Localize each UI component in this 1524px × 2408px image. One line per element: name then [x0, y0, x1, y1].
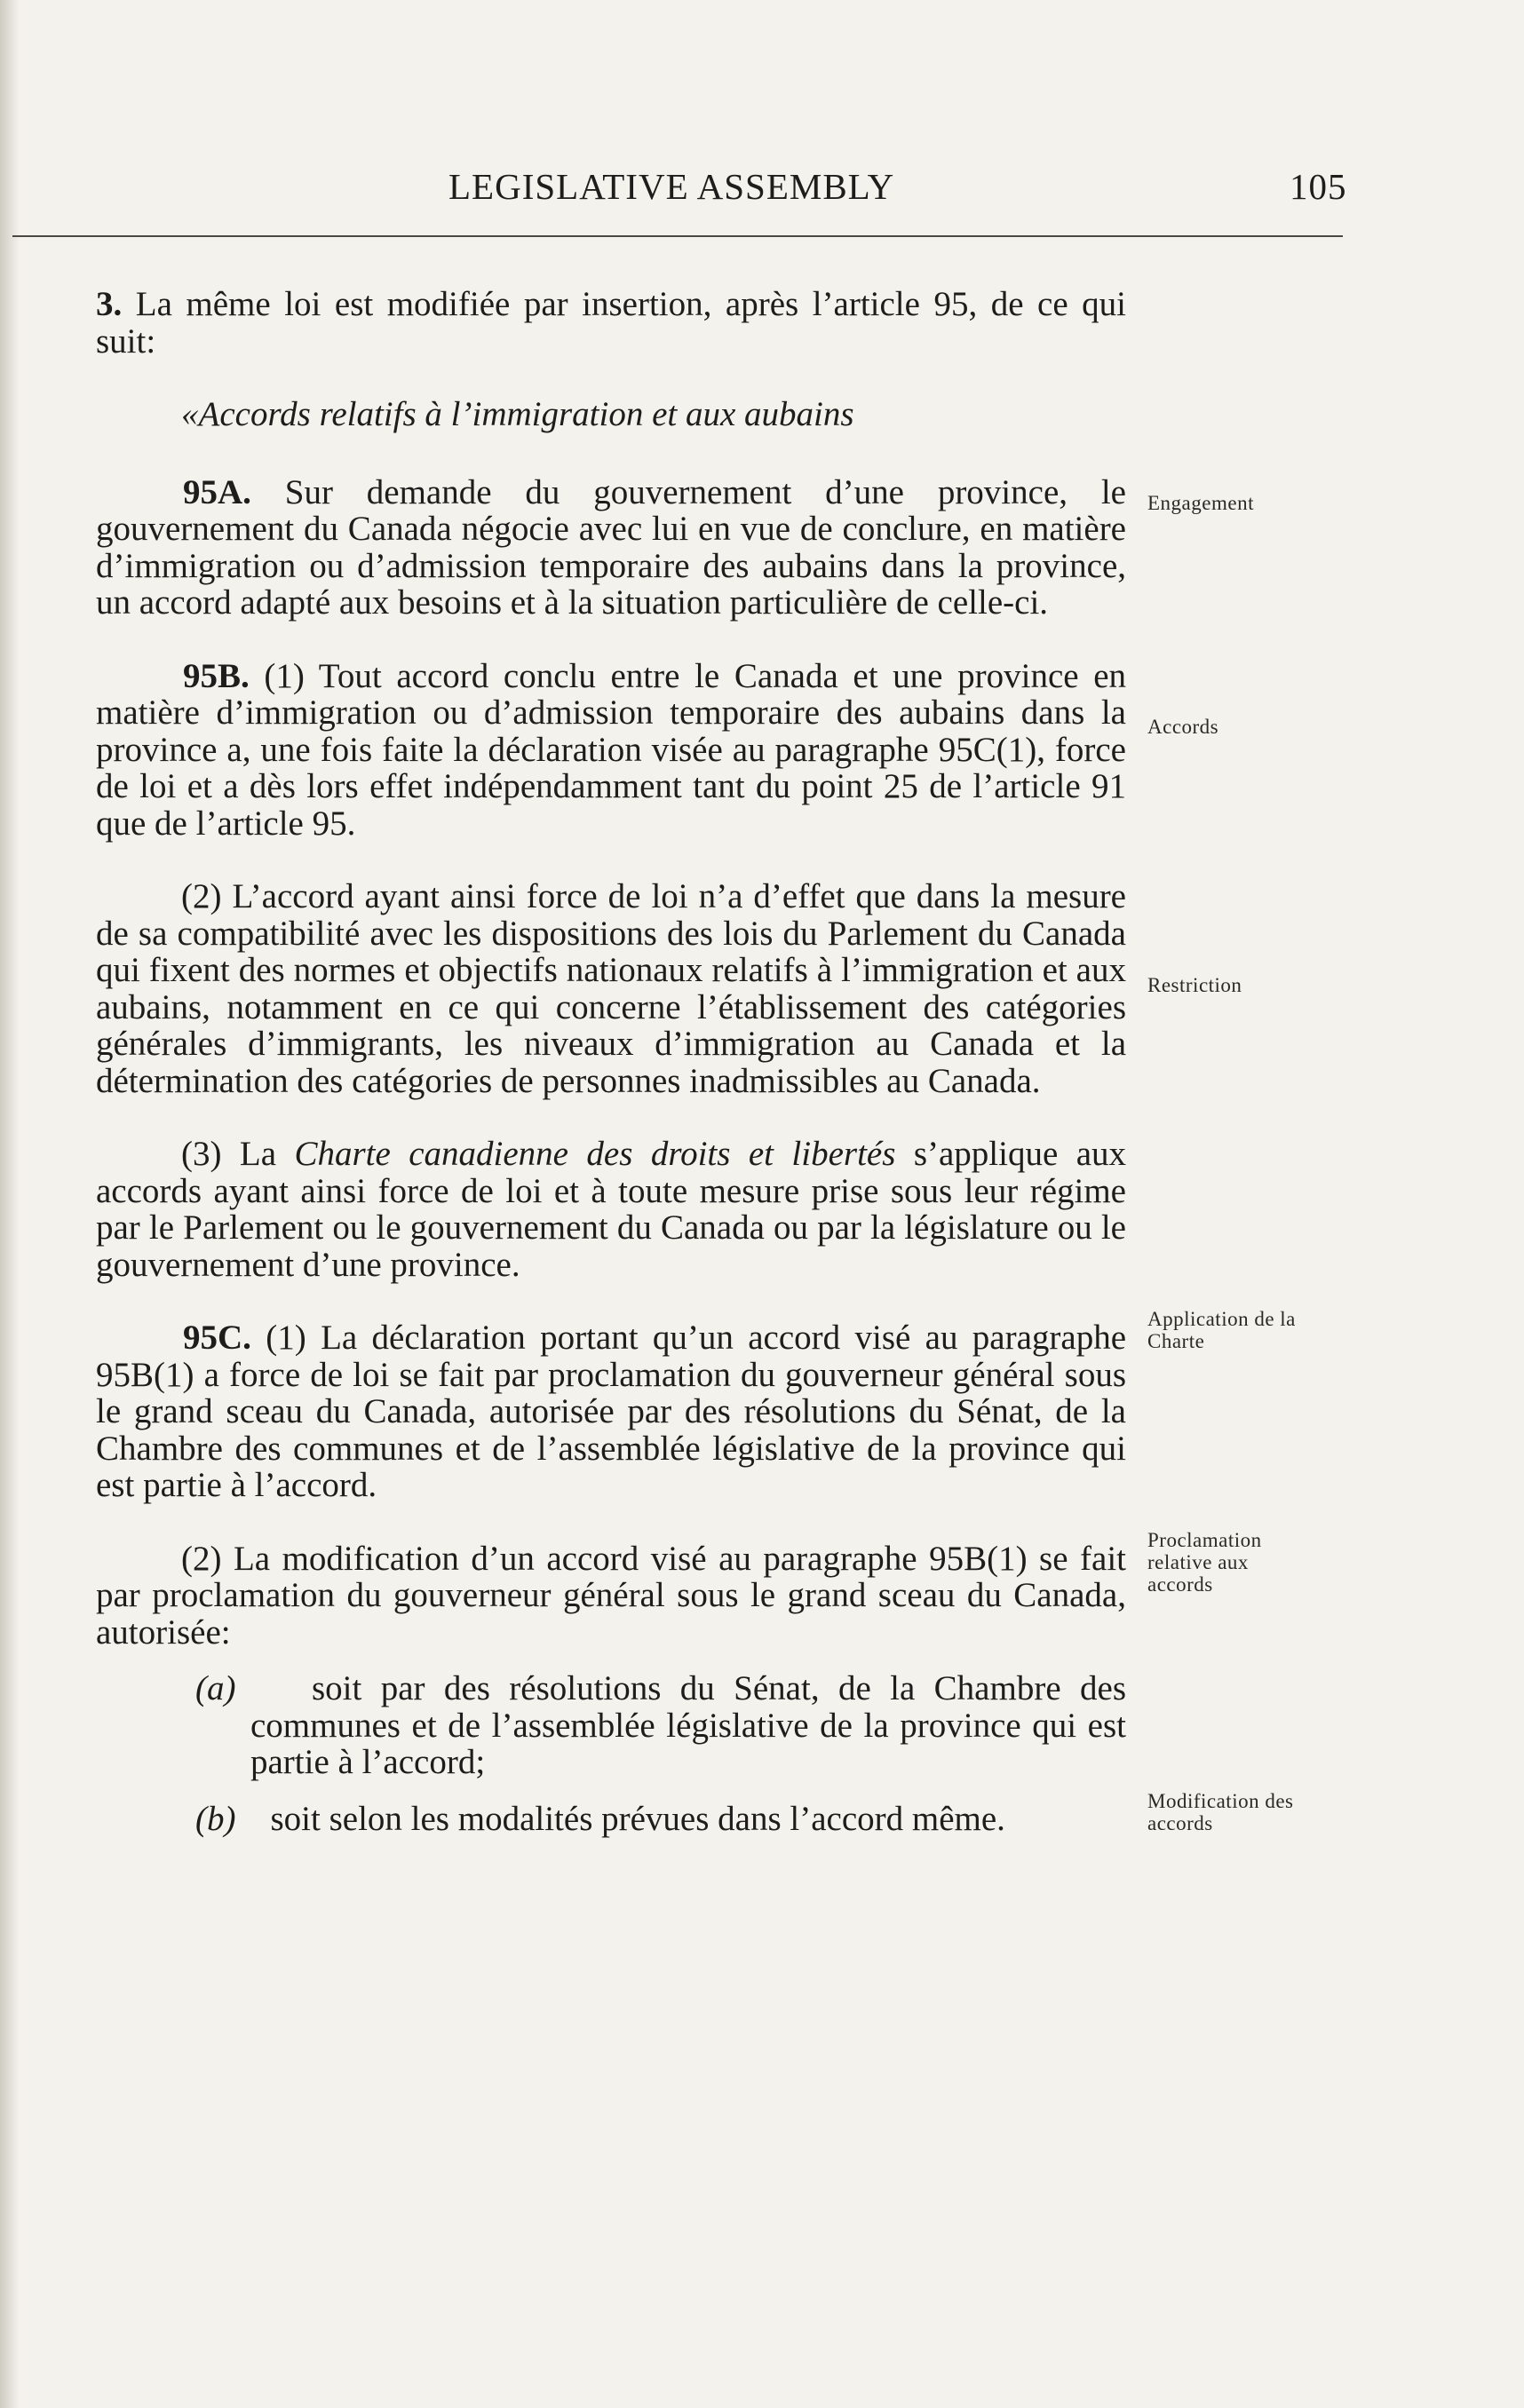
- section-95B-3: [96, 1136, 1126, 1283]
- margin-note-line: Charte: [1147, 1330, 1205, 1352]
- section-95B-3-suffix: s’applique aux accords ayant ainsi force de loi et à toute mesure prise sous leur régime par le Parlement ou le gouvernement du Canada ou par la législature ou le gouvernement d’une province.: [96, 1135, 1127, 1284]
- margin-note-line: relative aux: [1147, 1551, 1249, 1573]
- margin-note-line: Application de la: [1147, 1308, 1296, 1330]
- section-95C-2: (2) La modification d’un accord visé au paragraphe 95B(1) se fait par proclamation du gouverneur général sous le grand sceau du Canada, autorisée:: [96, 1539, 1126, 1652]
- section-heading: «Accords relatifs à l’immigration et aux aubains: [181, 395, 854, 433]
- section-95B-2: (2) L’accord ayant ainsi force de loi n’a d’effet que dans la mesure de sa compatibilité avec les dispositions des lois du Parlement du Canada qui fixent des normes et objectifs nationaux relatifs à l’immigration et aux aubains, notamment en ce qui concerne l’établissement des catégories générales d’immigrants, les niveaux d’immigration au Canada et la détermination des catégories de personnes inadmissibles au Canada.: [96, 877, 1126, 1100]
- margin-note-line: accords: [1147, 1812, 1213, 1834]
- section-95B-3-prefix: (3) La: [181, 1135, 295, 1173]
- margin-note-line: Modification des: [1147, 1790, 1294, 1812]
- margin-note-modification: [1147, 1790, 1361, 1834]
- document-body: [96, 286, 1126, 1857]
- margin-note-text: Restriction: [1147, 974, 1242, 996]
- header-rule: [12, 235, 1343, 237]
- margin-note-engagement: [1147, 492, 1361, 514]
- item-b-text: soit selon les modalités prévues dans l’accord même.: [270, 1799, 1005, 1838]
- item-b: [96, 1801, 1126, 1838]
- margin-note-text: Engagement: [1147, 492, 1254, 514]
- margin-note-accords: [1147, 716, 1361, 738]
- item-b-label: (b): [195, 1799, 236, 1838]
- header-title: LEGISLATIVE ASSEMBLY: [448, 166, 895, 207]
- section-95B-number: 95B.: [183, 656, 250, 695]
- section-95A-number: 95A.: [183, 472, 251, 511]
- page-edge-shadow: [0, 0, 20, 2408]
- margin-note-restriction: [1147, 974, 1361, 996]
- section-95B-1: [96, 658, 1126, 843]
- page-header: [0, 158, 1524, 211]
- section-95A: [96, 474, 1126, 622]
- item-a-text: soit par des résolutions du Sénat, de la Chambre des communes et de l’assemblée législative de la province qui est partie à l’accord;: [250, 1669, 1126, 1781]
- charter-title: Charte canadienne des droits et libertés: [294, 1135, 896, 1173]
- margin-note-line: accords: [1147, 1573, 1213, 1596]
- margin-note-proclamation: [1147, 1529, 1361, 1596]
- item-a: [96, 1670, 1126, 1781]
- section-95B-1-text: (1) Tout accord conclu entre le Canada et une province en matière d’immigration ou d’admission temporaire des aubains dans la province a, une fois faite la déclaration visée au paragraphe 95C(1), force de loi et a dès lors effet indépendamment tant du point 25 de l’article 91 que de l’article 95.: [96, 656, 1127, 843]
- margin-note-text: Accords: [1147, 716, 1219, 738]
- page-number: 105: [1290, 166, 1347, 207]
- section-95A-text: Sur demande du gouvernement d’une province, le gouvernement du Canada négocie avec lui en vue de conclure, en matière d’immigration ou d’admission temporaire des aubains dans la province, un accord adapté aux besoins et à la situation particulière de celle-ci.: [96, 472, 1126, 622]
- intro-text: La même loi est modifiée par insertion, après l’article 95, de ce qui suit:: [96, 285, 1127, 360]
- margin-note-application-charte: [1147, 1308, 1361, 1352]
- item-a-label: (a): [195, 1669, 236, 1707]
- margin-note-line: Proclamation: [1147, 1529, 1262, 1551]
- intro-number: 3.: [96, 285, 123, 323]
- section-95C-1-text: (1) La déclaration portant qu’un accord visé au paragraphe 95B(1) a force de loi se fait par proclamation du gouverneur général sous le grand sceau du Canada, autorisée par des résolutions du Sénat, de la Chambre des communes et de l’assemblée législative de la province qui est partie à l’accord.: [96, 1319, 1127, 1504]
- intro-paragraph: [96, 286, 1126, 360]
- section-95C-number: 95C.: [183, 1319, 251, 1357]
- section-95C-1: [96, 1319, 1126, 1504]
